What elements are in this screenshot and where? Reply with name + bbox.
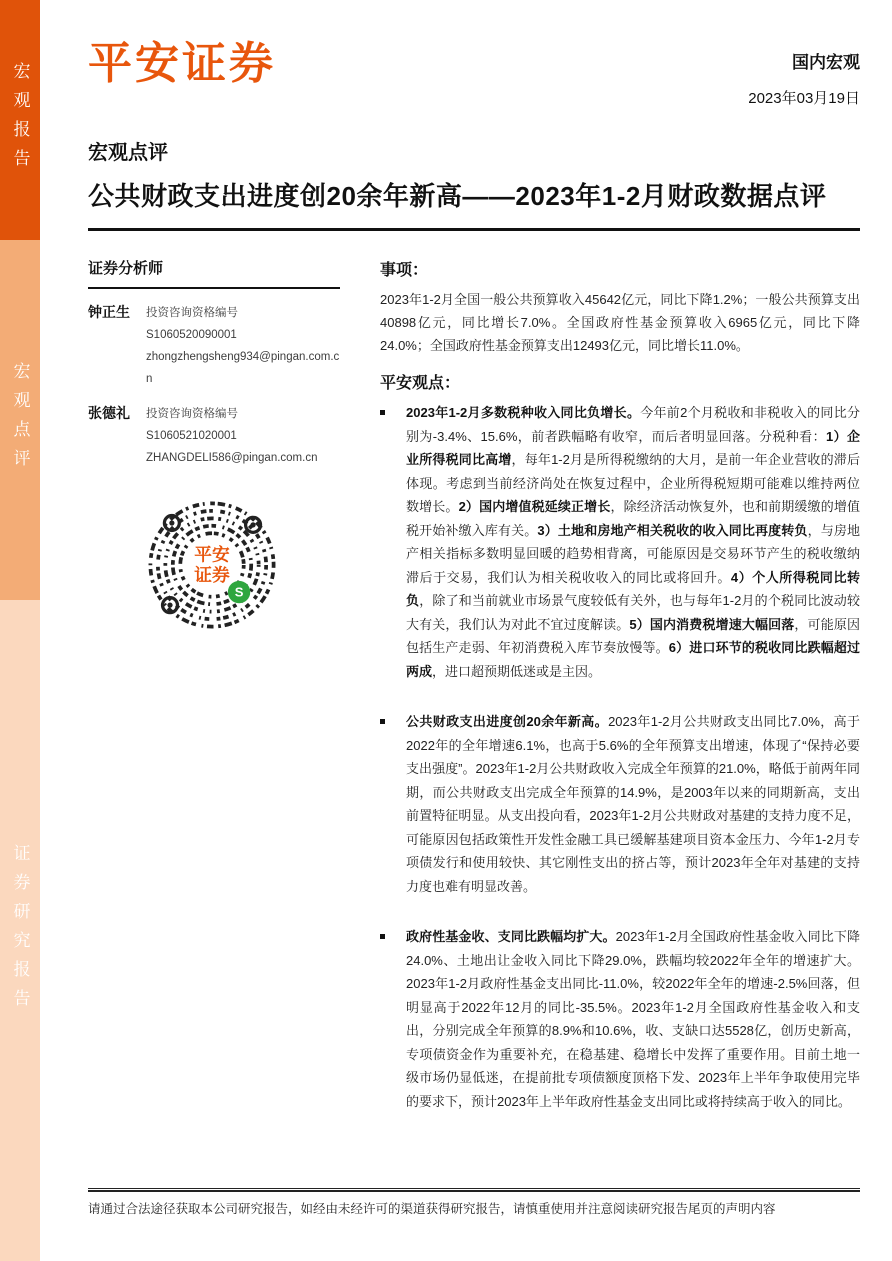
analyst-cert-label: 投资咨询资格编号	[146, 408, 238, 420]
analyst-entry	[88, 403, 340, 469]
qr-center-brand-line2: 证券	[194, 564, 230, 585]
analyst-name: 张德礼	[88, 405, 130, 421]
opinion-bullet	[380, 925, 860, 1113]
matters-heading: 事项：	[380, 262, 429, 279]
bullet-square-icon	[380, 925, 406, 1113]
sidebar-segment-research	[0, 600, 40, 1261]
sidebar	[0, 0, 40, 1261]
analyst-details	[146, 403, 317, 469]
opinions-heading: 平安观点：	[380, 375, 461, 392]
wechat-miniprogram-icon	[228, 581, 250, 603]
report-date: 2023年03月19日	[748, 90, 860, 107]
analyst-details	[146, 302, 340, 390]
sidebar-segment-report-type	[0, 0, 40, 240]
qr-code	[142, 495, 282, 635]
pingan-securities-logo: 平安证券	[88, 39, 276, 88]
report-title: 公共财政支出进度创20余年新高——2023年1-2月财政数据点评	[88, 181, 827, 211]
opinion-bullet	[380, 710, 860, 898]
footer-disclaimer: 请通过合法途径获取本公司研究报告，如经由未经许可的渠道获得研究报告，请慎重使用并注意阅读研究报告尾页的声明内容	[88, 1202, 776, 1216]
analyst-column	[88, 257, 340, 1140]
footer	[88, 1188, 860, 1217]
sidebar-label-securities-research: 证券研究报告	[10, 843, 30, 1018]
analyst-name: 钟正生	[88, 304, 130, 320]
sidebar-label-macro-report: 宏观报告	[10, 62, 30, 178]
analyst-cert-number: S1060520090001	[146, 329, 237, 341]
opinion-bullet-text: 2023年1-2月多数税种收入同比负增长。今年前2个月税收和非税收入的同比分别为-3.4%、15.6%，前者跌幅略有收窄，而后者明显回落。分税种看：1）企业所得税同比高增，每年1-2月是所得税缴纳的大月，是前一年企业营收的滞后体现。考虑到当前经济尚处在恢复过程中，企业所得税短期可能难以维持两位数增长。2）国内增值税延续正增长，除经济活动恢复外，也和前期缓缴的增值税开始补缴入库有关。3）土地和房地产相关税收的收入同比再度转负，与房地产相关指标多数明显回暖的趋势相背离，可能原因是交易环节产生的税收缴纳滞后于交易，我们认为相关税收收入的同比或将回升。4）个人所得税同比转负，除了和当前就业市场景气度较低有关外，也与每年1-2月的个税同比波动较大有关，我们认为对此不宜过度解读。5）国内消费税增速大幅回落，可能原因包括生产走弱、年初消费税入库节奏放慢等。6）进口环节的税收同比跌幅超过两成，进口超预期低迷或是主因。	[406, 405, 860, 679]
analyst-cert-number: S1060521020001	[146, 430, 237, 442]
qr-code-graphic	[142, 495, 282, 635]
header	[88, 38, 860, 108]
analyst-heading: 证券分析师	[88, 257, 340, 289]
title-divider	[88, 228, 860, 231]
header-meta	[748, 38, 860, 108]
main-content	[88, 0, 860, 1140]
analyst-cert-label: 投资咨询资格编号	[146, 307, 238, 319]
svg-text:S: S	[234, 584, 244, 600]
analyst-email: ZHANGDELI586@pingan.com.cn	[146, 452, 318, 464]
body-columns	[88, 257, 860, 1140]
qr-center-brand-line1: 平安	[194, 544, 230, 565]
report-body	[380, 257, 860, 1140]
footer-divider	[88, 1188, 860, 1192]
opinion-bullet	[380, 401, 860, 683]
sidebar-segment-report-subtype	[0, 240, 40, 600]
opinion-bullet-text: 政府性基金收、支同比跌幅均扩大。2023年1-2月全国政府性基金收入同比下降24.0%、土地出让金收入同比下降29.0%，跌幅均较2022年全年的增速扩大。2023年1-2月政府性基金支出同比-11.0%，较2022年全年的增速-2.5%回落，但明显高于2022年12月的同比-35.5%。2023年1-2月全国政府性基金收入和支出，分别完成全年预算的8.9%和10.6%，收、支缺口达5528亿，创历史新高，专项债资金作为重要补充，在稳基建、稳增长中发挥了重要作用。目前土地一级市场仍显低迷，在提前批专项债额度顶格下发、2023年上半年争取使用完毕的要求下，预计2023年上半年政府性基金支出同比或将持续高于收入的同比。	[406, 929, 860, 1109]
bullet-square-icon	[380, 710, 406, 898]
sidebar-label-macro-comment: 宏观点评	[10, 362, 30, 478]
opinion-bullet-text: 公共财政支出进度创20余年新高。2023年1-2月公共财政支出同比7.0%，高于2022年的全年增速6.1%，也高于5.6%的全年预算支出增速，体现了“保持必要支出强度”。2023年1-2月公共财政收入完成全年预算的21.0%，略低于前两年同期，而公共财政支出完成全年预算的14.9%，是2003年以来的同期新高，支出前置特征明显。从支出投向看，2023年1-2月公共财政对基建的支持力度不足，可能原因包括政策性开发性金融工具已缓解基建项目资本金压力、今年1-2月专项债发行和使用较快、其它刚性支出的挤占等，预计2023年全年对基建的支持力度也难有明显改善。	[406, 714, 860, 894]
analyst-entry	[88, 302, 340, 390]
bullet-square-icon	[380, 401, 406, 683]
analyst-email: zhongzhengsheng934@pingan.com.cn	[146, 351, 340, 385]
section-label: 宏观点评	[88, 142, 168, 164]
report-category: 国内宏观	[792, 53, 860, 72]
matters-text: 2023年1-2月全国一般公共预算收入45642亿元，同比下降1.2%；一般公共预算支出40898亿元，同比增长7.0%。全国政府性基金预算收入6965亿元，同比下降24.0%；全国政府性基金预算支出12493亿元，同比增长11.0%。	[380, 292, 860, 353]
